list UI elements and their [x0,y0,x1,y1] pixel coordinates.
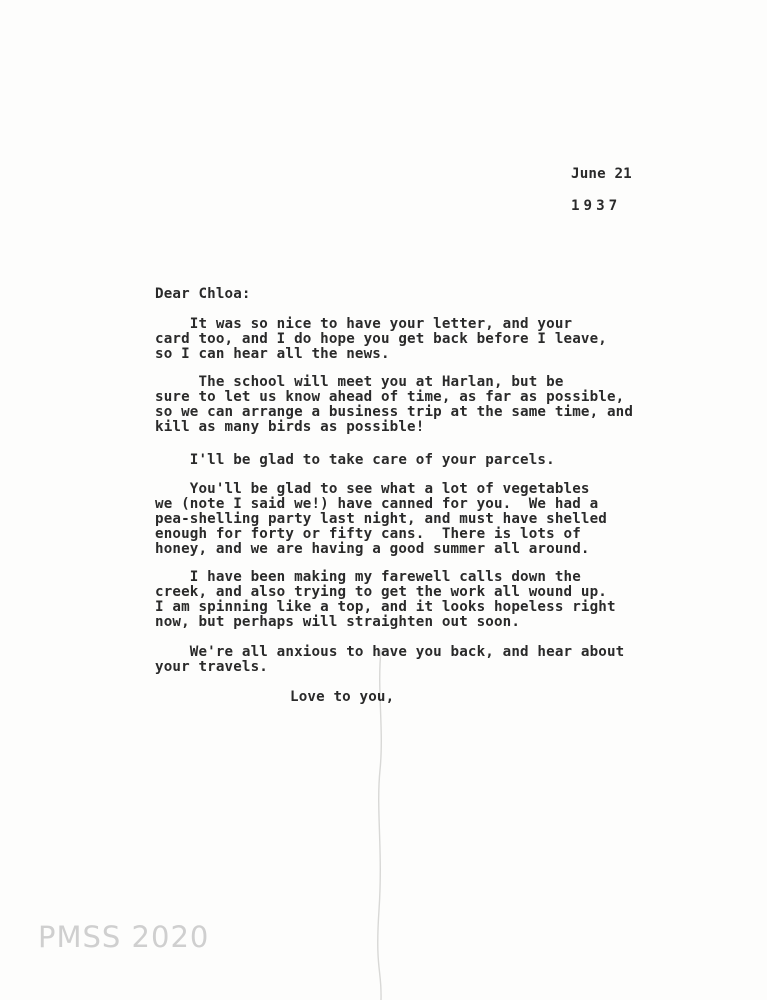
paragraph-travels: We're all anxious to have you back, and hear about your travels. [155,644,625,675]
paragraph-parcels: I'll be glad to take care of your parcels. [155,452,555,468]
closing: Love to you, [290,689,395,705]
salutation: Dear Chloa: [155,286,251,302]
paragraph-letter-received: It was so nice to have your letter, and your card too, and I do hope you get back before I leave, so I can hear all the news. [155,316,607,362]
letter-date: June 21 [571,166,632,182]
archive-watermark: PMSS 2020 [38,920,210,954]
paragraph-harlan-trip: The school will meet you at Harlan, but be sure to let us know ahead of time, as far as possible, so we can arrange a business trip at the same time, and kill as many birds as possible! [155,374,634,435]
paragraph-farewell-calls: I have been making my farewell calls down the creek, and also trying to get the work all wound up. I am spinning like a top, and it looks hopeless right now, but perhaps will straighten out soon. [155,569,616,630]
paragraph-vegetables: You'll be glad to see what a lot of vegetables we (note I said we!) have canned for you. We had a pea-shelling party last night, and must have shelled enough for forty or fifty cans. There is lots of honey, and we are having a good summer all around. [155,481,607,557]
letter-year: 1937 [571,198,622,214]
